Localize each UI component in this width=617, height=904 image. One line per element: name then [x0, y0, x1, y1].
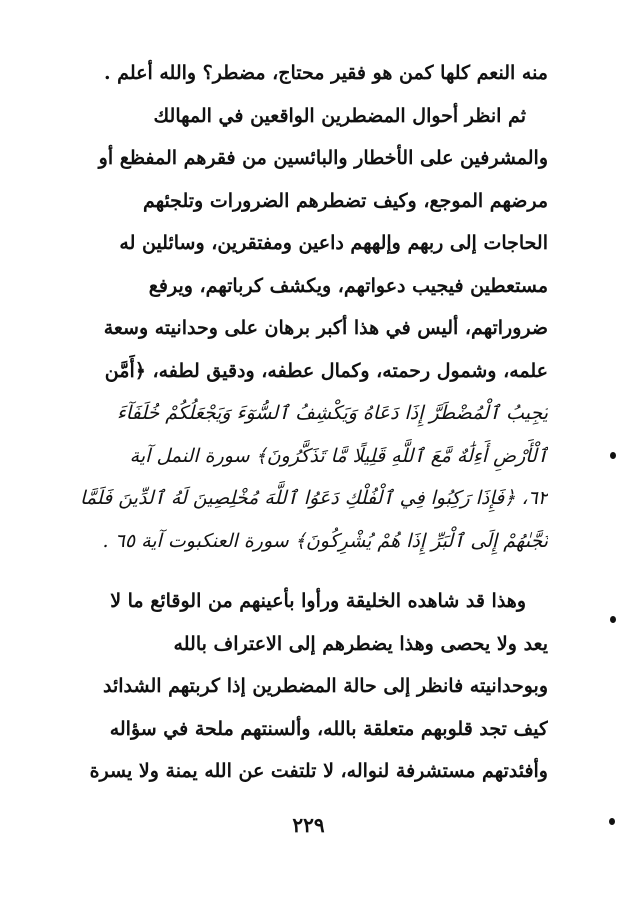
text-line: ثم انظر أحوال المضطرين الواقعين في المهالك	[153, 104, 526, 127]
text-line: والمشرفين على الأخطار والبائسين من فقرهم المفظع أو	[98, 147, 548, 169]
text-line: وأفئدتهم مستشرفة لنواله، لا تلتفت عن الله يمنة ولا يسرة	[89, 760, 548, 782]
text-line: علمه، وشمول رحمته، وكمال عطفه، ودقيق لطفه، ﴿أَمَّن	[104, 359, 548, 382]
text-line: منه النعم كلها كمن هو فقير محتاج، مضطر؟ والله أعلم .	[103, 62, 548, 84]
quran-verse-line: يُجِيبُ ٱلْمُضْطَرَّ إِذَا دَعَاهُ وَيَكْشِفُ ٱلسُّوٓءَ وَيَجْعَلُكُمْ خُلَفَآءَ	[116, 402, 548, 424]
text-line: كيف تجد قلوبهم متعلقة بالله، وألسنتهم ملحة في سؤاله	[109, 717, 548, 740]
scan-mark-dot	[610, 616, 616, 623]
text-line: وهذا قد شاهده الخليقة ورأوا بأعينهم من الوقائع ما لا	[110, 590, 526, 612]
quran-verse-line: ٱلْأَرْضِ أَءِلَٰهٌ مَّعَ ٱللَّهِ قَلِيلًا مَّا تَذَكَّرُونَ﴾ سورة النمل آية	[129, 444, 548, 467]
quran-verse-line: ٦٢، ﴿فَإِذَا رَكِبُوا فِي ٱلْفُلْكِ دَعَوُا ٱللَّهَ مُخْلِصِينَ لَهُ ٱلدِّينَ فَلَمَّا	[80, 487, 548, 509]
scan-mark-dot	[609, 818, 615, 825]
text-line: ضروراتهم، أليس في هذا أكبر برهان على وحدانيته وسعة	[103, 317, 548, 339]
paragraph-1	[70, 52, 548, 562]
text-line: وبوحدانيته فانظر إلى حالة المضطرين إذا كربتهم الشدائد	[102, 675, 548, 697]
page-number: ٢٢٩	[292, 813, 325, 837]
text-line: مرضهم الموجع، وكيف تضطرهم الضرورات وتلجئهم	[143, 189, 548, 212]
scan-mark-dot	[610, 452, 616, 459]
text-line: مستعطين فيجيب دعواتهم، ويكشف كرباتهم، ويرفع	[148, 274, 548, 297]
text-line: الحاجات إلى ربهم وإلههم داعين ومفتقرين، وسائلين له	[119, 232, 548, 254]
quran-verse-line: نَجَّىٰهُمْ إِلَى ٱلْبَرِّ إِذَا هُمْ يُشْرِكُونَ﴾ سورة العنكبوت آية ٦٥ .	[102, 529, 548, 552]
text-line: يعد ولا يحصى وهذا يضطرهم إلى الاعتراف بالله	[173, 632, 548, 655]
paragraph-2	[70, 580, 548, 793]
